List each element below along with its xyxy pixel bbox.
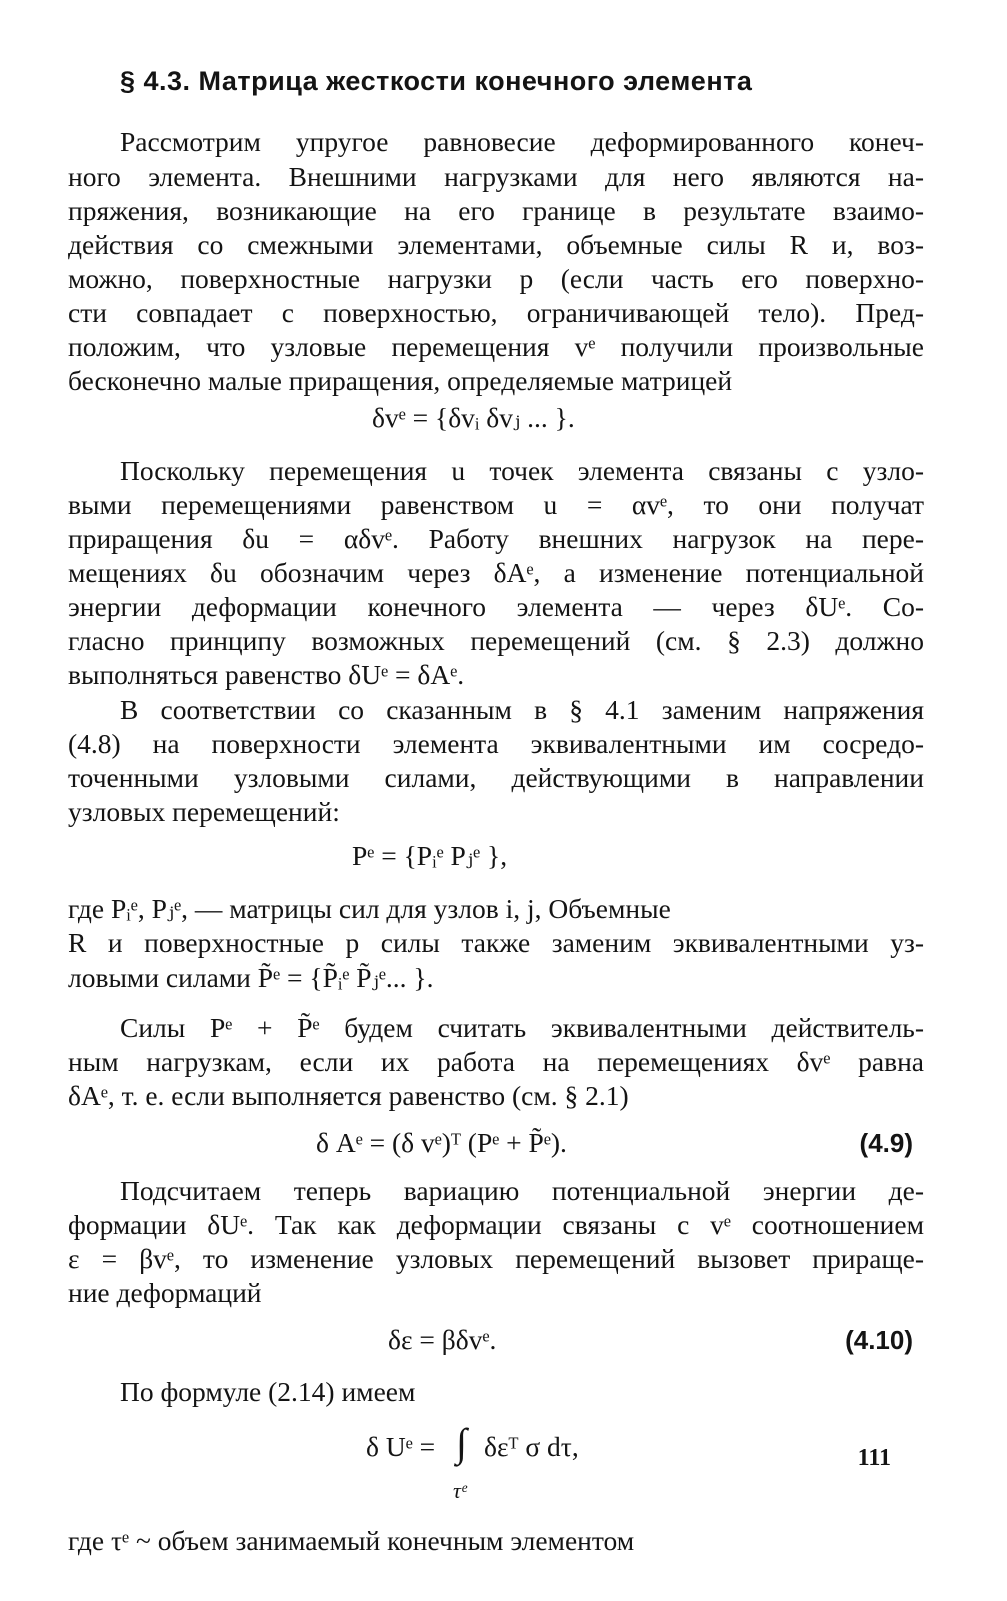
equation-number-4-9: (4.9) bbox=[859, 1128, 913, 1158]
integral-sign: ∫ bbox=[456, 1420, 467, 1465]
paragraph-6-line-1: Подсчитаем теперь вариацию потенциальной энергии де- bbox=[120, 1175, 924, 1206]
paragraph-6-line-2: формации δUᵉ. Так как деформации связаны с vᵉ соотношением bbox=[68, 1209, 924, 1240]
paragraph-1-line-1: Рассмотрим упругое равновесие деформированного конеч- bbox=[120, 126, 924, 157]
paragraph-6-line-3: ε = βvᵉ, то изменение узловых перемещений вызовет прираще- bbox=[68, 1243, 924, 1274]
paragraph-1-line-2: ного элемента. Внешними нагрузками для него являются на- bbox=[68, 161, 924, 192]
paragraph-1-line-8: бесконечно малые приращения, определяемые матрицей bbox=[68, 365, 733, 396]
integral-domain: τᵉ bbox=[453, 1478, 467, 1503]
paragraph-8: где τᵉ ~ объем занимаемый конечным элементом bbox=[68, 1525, 635, 1556]
paragraph-4-line-2: R и поверхностные p силы также заменим эквивалентными уз- bbox=[68, 927, 924, 958]
paragraph-3-line-3: точенными узловыми силами, действующими в направлении bbox=[68, 762, 924, 793]
paragraph-4-line-1: где Pᵢᵉ, Pⱼᵉ, — матрицы сил для узлов i, j, Объемные bbox=[68, 893, 671, 924]
formula-work: δ Aᵉ = (δ vᵉ)ᵀ (Pᵉ + P̃ᵉ). bbox=[316, 1127, 567, 1158]
paragraph-5-line-1: Силы Pᵉ + P̃ᵉ будем считать эквивалентными действитель- bbox=[120, 1012, 924, 1043]
formula-energy-right: δεᵀ σ dτ, bbox=[484, 1431, 579, 1462]
paragraph-3-line-1: В соответствии со сказанным в § 4.1 заменим напряжения bbox=[120, 694, 924, 725]
page-number: 111 bbox=[857, 1445, 891, 1471]
paragraph-2-line-2: выми перемещениями равенством u = αvᵉ, то они получат bbox=[68, 489, 924, 520]
paragraph-2-line-6: гласно принципу возможных перемещений (см. § 2.3) должно bbox=[68, 625, 924, 656]
formula-energy-left: δ Uᵉ = bbox=[366, 1431, 436, 1462]
formula-strain-increment: δε = βδvᵉ. bbox=[388, 1324, 497, 1355]
paragraph-2-line-4: мещениях δu обозначим через δAᵉ, а изменение потенциальной bbox=[68, 557, 924, 588]
paragraph-1-line-4: действия со смежными элементами, объемные силы R и, воз- bbox=[68, 229, 924, 260]
paragraph-1-line-3: пряжения, возникающие на его границе в результате взаимо- bbox=[68, 195, 924, 226]
paragraph-3-line-4: узловых перемещений: bbox=[68, 796, 340, 827]
paragraph-2-line-5: энергии деформации конечного элемента — через δUᵉ. Со- bbox=[68, 591, 924, 622]
equation-number-4-10: (4.10) bbox=[845, 1325, 913, 1355]
paragraph-6-line-4: ние деформаций bbox=[68, 1277, 262, 1308]
paragraph-5-line-3: δAᵉ, т. е. если выполняется равенство (см. § 2.1) bbox=[68, 1080, 629, 1111]
section-heading: § 4.3. Матрица жесткости конечного элемента bbox=[120, 66, 753, 96]
paragraph-5-line-2: ным нагрузкам, если их работа на перемещениях δvᵉ равна bbox=[68, 1046, 924, 1077]
paragraph-1-line-5: можно, поверхностные нагрузки p (если часть его поверхно- bbox=[68, 263, 924, 294]
paragraph-2-line-1: Поскольку перемещения u точек элемента связаны с узло- bbox=[120, 455, 924, 486]
formula-delta-v: δvᵉ = {δvᵢ δvⱼ ... }. bbox=[372, 402, 575, 433]
paragraph-2-line-7: выполняться равенство δUᵉ = δAᵉ. bbox=[68, 659, 465, 690]
paragraph-4-line-3: ловыми силами P̃ᵉ = {P̃ᵢᵉ P̃ⱼᵉ... }. bbox=[68, 962, 434, 993]
paragraph-2-line-3: приращения δu = αδvᵉ. Работу внешних нагрузок на пере- bbox=[68, 523, 924, 554]
paragraph-7: По формуле (2.14) имеем bbox=[120, 1376, 416, 1407]
paragraph-1-line-6: сти совпадает с поверхностью, ограничивающей тело). Пред- bbox=[68, 297, 924, 328]
paragraph-3-line-2: (4.8) на поверхности элемента эквивалентными им сосредо- bbox=[68, 728, 924, 759]
formula-nodal-forces: Pᵉ = {Pᵢᵉ Pⱼᵉ }, bbox=[352, 840, 508, 871]
paragraph-1-line-7: положим, что узловые перемещения vᵉ получили произвольные bbox=[68, 331, 924, 362]
